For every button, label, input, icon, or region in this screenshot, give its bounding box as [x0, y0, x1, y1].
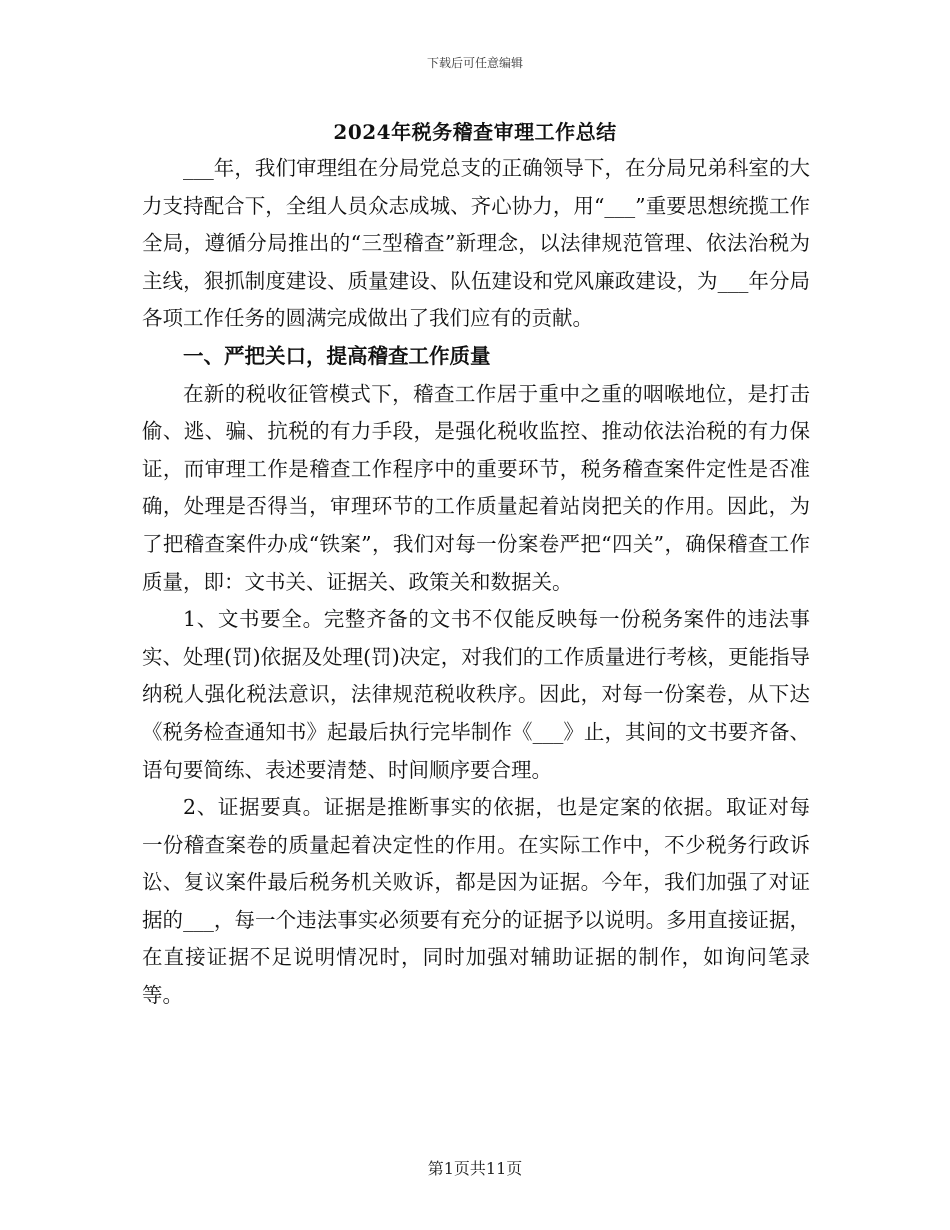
- section-heading: 一、严把关口，提高稽查工作质量: [183, 343, 491, 368]
- document-body: [142, 150, 810, 1015]
- header-note: 下载后可任意编辑: [426, 56, 523, 70]
- document-title: 2024年税务稽查审理工作总结: [333, 120, 617, 144]
- paragraph-documents: 1、文书要全。完整齐备的文书不仅能反映每一份税务案件的违法事实、处理(罚)依据及处理(罚)决定，对我们的工作质量进行考核，更能指导纳税人强化税法意识，法律规范税收秩序。因此，对每一份案卷，从下达《税务检查通知书》起最后执行完毕制作《___》止，其间的文书要齐备、语句要简练、表述要清楚、时间顺序要合理。: [142, 607, 810, 782]
- paragraph-evidence: 2、证据要真。证据是推断事实的依据，也是定案的依据。取证对每一份稽查案卷的质量起着决定性的作用。在实际工作中，不少税务行政诉讼、复议案件最后税务机关败诉，都是因为证据。今年，我们加强了对证据的___，每一个违法事实必须要有充分的证据予以说明。多用直接证据，在直接证据不足说明情况时，同时加强对辅助证据的制作，如询问笔录等。: [142, 795, 810, 1008]
- paragraph-quality: 在新的税收征管模式下，稽查工作居于重中之重的咽喉地位，是打击偷、逃、骗、抗税的有力手段，是强化税收监控、推动依法治税的有力保证，而审理工作是稽查工作程序中的重要环节，税务稽查案件定性是否准确，处理是否得当，审理环节的工作质量起着站岗把关的作用。因此，为了把稽查案件办成“铁案”，我们对每一份案卷严把“四关”，确保稽查工作质量，即：文书关、证据关、政策关和数据关。: [142, 381, 810, 594]
- page-footer: 第1页共11页: [427, 1159, 523, 1178]
- paragraph-intro: ___年，我们审理组在分局党总支的正确领导下，在分局兄弟科室的大力支持配合下，全组人员众志成城、齐心协力，用“___”重要思想统揽工作全局，遵循分局推出的“三型稽查”新理念，以法律规范管理、依法治税为主线，狠抓制度建设、质量建设、队伍建设和党风廉政建设，为___年分局各项工作任务的圆满完成做出了我们应有的贡献。: [142, 156, 810, 331]
